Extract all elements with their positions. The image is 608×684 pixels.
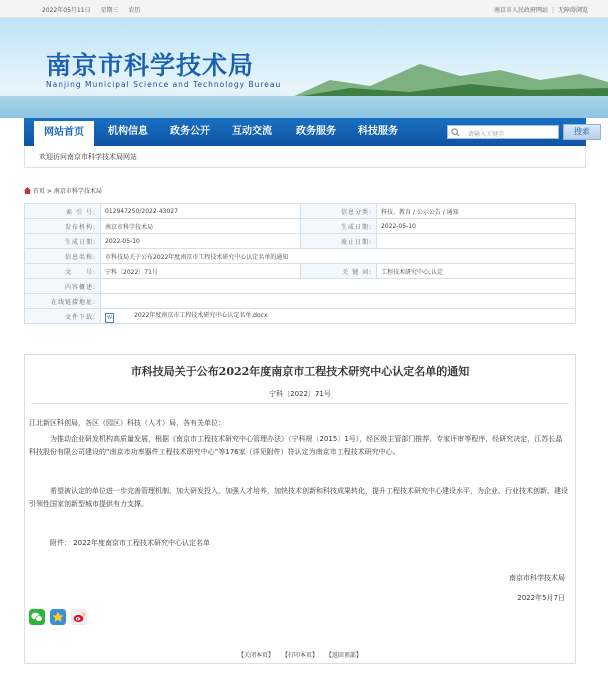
keywords-label: 关 键 词: <box>301 264 377 279</box>
top-link-accessibility[interactable]: 无障碍浏览 <box>557 7 588 14</box>
article-title: 市科技局关于公布2022年度南京市工程技术研究中心认定名单的通知 <box>130 365 470 378</box>
paragraph-1: 为推动企业研发机构高质量发展，根据《南京市工程技术研究中心管理办法》（宁科规〔2015〕1号），经区级主管部门推荐、专家评审等程序，经研究决定，江苏长晶科技股份有限公司建设的“南京市功率器件工程技术研究中心”等176家（详见附件）符认定为南京市工程技术研究中心。 <box>29 435 563 456</box>
top-links <box>494 5 588 14</box>
top-link-separator: | <box>551 7 554 14</box>
online-link-value <box>101 294 576 309</box>
welcome-bar <box>24 146 586 168</box>
docno-value: 宁科〔2022〕71号 <box>101 264 301 279</box>
created-value: 2022-05-10 <box>101 234 301 249</box>
top-link-city-gov[interactable]: 南京市人民政府网站 <box>493 7 548 14</box>
site-title: 南京市科学技术局 <box>46 51 255 80</box>
sign-date: 2022年5月7日 <box>517 594 565 602</box>
close-page-link[interactable]: 【关闭本页】 <box>238 652 275 659</box>
weekday: 星期三 <box>100 7 119 14</box>
files-label: 文件下载: <box>25 309 101 324</box>
signer: 南京市科学技术局 <box>509 574 565 582</box>
file-download-link[interactable]: 2022年度南京市工程技术研究中心认定名单.docx <box>134 311 268 319</box>
search-button[interactable]: 搜索 <box>563 124 601 140</box>
salutation: 江北新区科创局，各区（园区）科技（人才）局，各有关单位： <box>29 419 225 427</box>
info-name-label: 信息名称: <box>25 249 101 264</box>
nav-item-gov-affairs[interactable]: 政务公开 <box>170 126 210 137</box>
gen-date-value: 2022-05-10 <box>377 219 576 234</box>
divider <box>31 403 569 404</box>
print-page-link[interactable]: 【打印本页】 <box>281 652 318 659</box>
main-nav <box>24 118 590 146</box>
wechat-icon[interactable] <box>29 609 45 625</box>
breadcrumb <box>24 186 102 195</box>
category-label: 信息分类: <box>301 204 377 219</box>
welcome-text: 欢迎访问南京市科学技术局网站 <box>39 153 137 161</box>
info-name-value: 市科技局关于公布2022年度南京市工程技术研究中心认定名单的通知 <box>101 249 576 264</box>
site-banner <box>0 18 608 118</box>
summary-value <box>101 279 576 294</box>
article-panel <box>24 354 576 664</box>
search-input[interactable]: 请输入关键字 <box>468 131 505 138</box>
gen-date-label: 生成日期: <box>301 219 377 234</box>
nav-item-tech-services[interactable]: 科技服务 <box>358 126 398 137</box>
nav-item-home[interactable]: 网站首页 <box>34 121 94 146</box>
lake-water <box>0 96 608 118</box>
category-value: 科技、教育 / 公示公告 / 通知 <box>377 204 576 219</box>
issuer-value: 南京市科学技术局 <box>101 219 301 234</box>
keywords-value: 工程技术研究中心;认定 <box>377 264 576 279</box>
issuer-label: 发布机构: <box>25 219 101 234</box>
back-to-top-link[interactable]: 【返回顶部】 <box>325 652 362 659</box>
index-no-label: 索 引 号: <box>25 204 101 219</box>
abolish-value <box>377 234 576 249</box>
top-bar <box>0 0 608 18</box>
search-icon <box>451 128 460 137</box>
summary-label: 内容概述: <box>25 279 101 294</box>
created-label: 生成日期: <box>25 234 101 249</box>
search-box[interactable] <box>447 125 559 139</box>
site-title-en: Nanjing Municipal Science and Technology Bureau <box>46 80 282 89</box>
online-link-label: 在线链接地址: <box>25 294 101 309</box>
paragraph-2: 希望被认定的单位进一步完善管理机制，加大研发投入，加强人才培养，加快技术创新和科技成果转化，提升工程技术研究中心建设水平，为企业、行业技术创新、建设引领性国家创新型城市提供有力支撑。 <box>29 487 568 508</box>
home-icon <box>24 187 31 194</box>
nav-item-interaction[interactable]: 互动交流 <box>232 126 272 137</box>
docx-icon[interactable]: W <box>105 313 114 323</box>
index-no-value: 012947250/2022-43027 <box>101 204 301 219</box>
qzone-icon[interactable] <box>50 609 66 625</box>
file-download-row <box>101 309 576 324</box>
mountain-scenery <box>290 58 608 98</box>
nav-item-gov-services[interactable]: 政务服务 <box>296 126 336 137</box>
article-docno: 宁科〔2022〕71号 <box>269 390 331 398</box>
info-table <box>24 203 576 324</box>
attachment-line: 附件： 2022年度南京市工程技术研究中心认定名单 <box>50 539 211 547</box>
breadcrumb-separator: > <box>46 188 52 195</box>
date-info <box>42 5 148 14</box>
docno-label: 文 号: <box>25 264 101 279</box>
abolish-label: 废止日期: <box>301 234 377 249</box>
breadcrumb-home[interactable]: 首页 <box>32 188 45 195</box>
weibo-icon[interactable] <box>71 609 87 625</box>
bottom-links <box>25 650 575 659</box>
lunar-label: 农历 <box>128 7 141 14</box>
breadcrumb-current[interactable]: 南京市科学技术局 <box>53 188 102 195</box>
nav-item-organization[interactable]: 机构信息 <box>108 126 148 137</box>
date: 2022年05月11日 <box>42 7 91 14</box>
